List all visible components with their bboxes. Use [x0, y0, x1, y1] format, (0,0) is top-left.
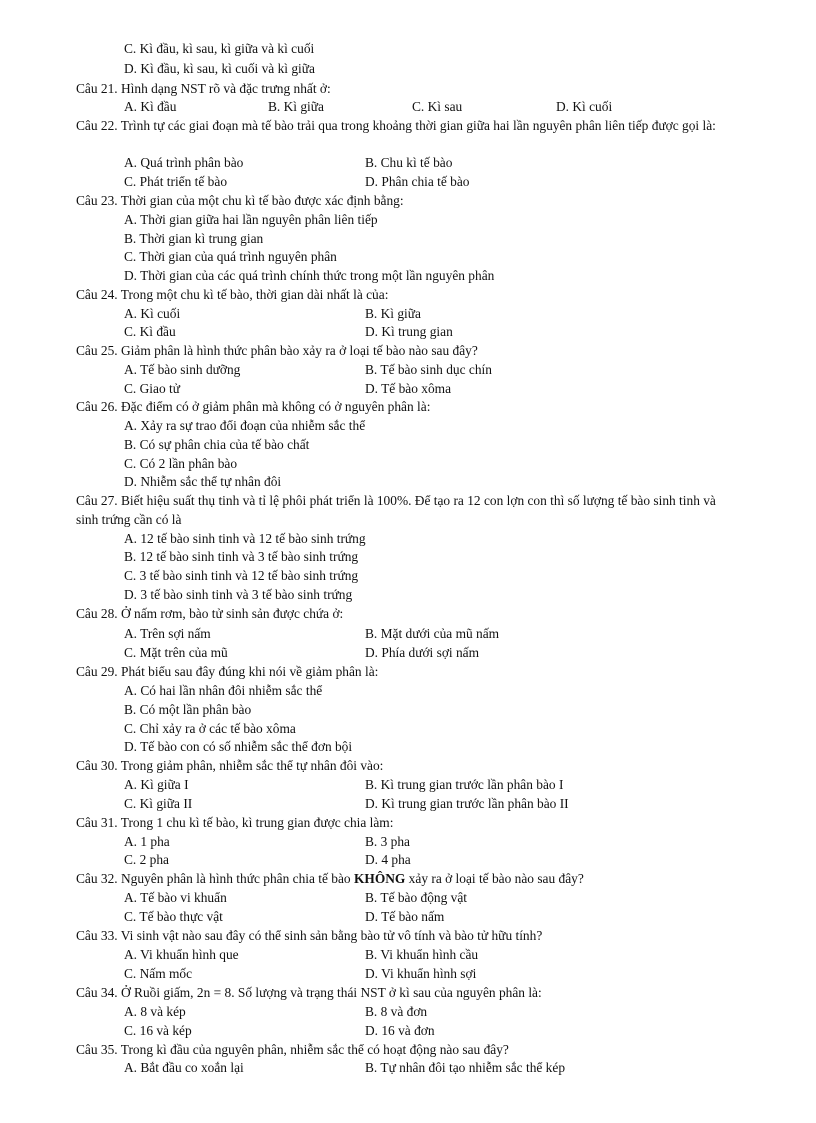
option-a: A. Vi khuẩn hình que — [124, 947, 239, 962]
option-a: A. Trên sợi nấm — [124, 626, 211, 641]
option-c: C. 3 tế bào sinh tinh và 12 tế bào sinh trứng — [124, 568, 359, 583]
option-a: A. Tế bào sinh dưỡng — [124, 362, 241, 377]
option-a: A. Quá trình phân bào — [124, 155, 244, 170]
option-a: A. 12 tế bào sinh tinh và 12 tế bào sinh trứng — [124, 531, 366, 546]
option-b: B. Có sự phân chia của tế bào chất — [124, 437, 310, 452]
question-27: Câu 27. Biết hiệu suất thụ tinh và tỉ lệ phôi phát triển là 100%. Để tạo ra 12 con lợn con thì số lượng tế bào sinh tinh và sinh trứng cần có là — [76, 493, 716, 527]
option-a: A. Bắt đầu co xoắn lại — [124, 1060, 244, 1075]
option-c: C. Chỉ xảy ra ở các tế bào xôma — [124, 721, 296, 736]
option-b: B. Tế bào sinh dục chín — [365, 362, 492, 377]
question-33: Câu 33. Vi sinh vật nào sau đây có thể sinh sản bằng bào tử vô tính và bào tử hữu tính? — [76, 928, 543, 943]
option-a: A. 8 và kép — [124, 1004, 186, 1019]
question-25: Câu 25. Giảm phân là hình thức phân bào xảy ra ở loại tế bào nào sau đây? — [76, 343, 478, 358]
question-text: Câu 32. Nguyên phân là hình thức phân chia tế bào — [76, 871, 354, 886]
question-24: Câu 24. Trong một chu kì tế bào, thời gian dài nhất là của: — [76, 287, 389, 302]
option-a: A. Kì giữa I — [124, 777, 189, 792]
option-text: C. Kì đầu, kì sau, kì giữa và kì cuối — [124, 41, 315, 56]
option-d: D. Thời gian của các quá trình chính thức trong một lần nguyên phân — [124, 268, 495, 283]
option-b: B. Tự nhân đôi tạo nhiễm sắc thể kép — [365, 1060, 566, 1075]
option-b: B. 12 tế bào sinh tinh và 3 tế bào sinh trứng — [124, 549, 359, 564]
option-d: D. Phân chia tế bào — [365, 174, 470, 189]
option-d: D. Kì cuối — [556, 99, 613, 114]
option-d: D. Tế bào xôma — [365, 381, 452, 396]
option-d: D. Vi khuẩn hình sợi — [365, 966, 477, 981]
option-b: B. 3 pha — [365, 834, 411, 849]
question-23: Câu 23. Thời gian của một chu kì tế bào được xác định bằng: — [76, 193, 404, 208]
option-c: C. Phát triển tế bào — [124, 174, 228, 189]
option-c: C. Có 2 lần phân bào — [124, 456, 238, 471]
option-c: C. 2 pha — [124, 852, 170, 867]
option-d: D. 4 pha — [365, 852, 411, 867]
option-a: A. Xảy ra sự trao đổi đoạn của nhiễm sắc thể — [124, 418, 366, 433]
option-b: B. Chu kì tế bào — [365, 155, 453, 170]
option-c: C. Kì sau — [412, 99, 463, 114]
question-28: Câu 28. Ở nấm rơm, bào tử sinh sản được chứa ở: — [76, 606, 344, 621]
option-b: B. Tế bào động vật — [365, 890, 468, 905]
question-34: Câu 34. Ở Ruồi giấm, 2n = 8. Số lượng và trạng thái NST ở kì sau của nguyên phân là: — [76, 985, 542, 1000]
option-c: C. Giao tử — [124, 381, 180, 396]
option-d: D. 16 và đơn — [365, 1023, 435, 1038]
question-21: Câu 21. Hình dạng NST rõ và đặc trưng nhất ở: — [76, 81, 331, 96]
option-c: C. Kì giữa II — [124, 796, 193, 811]
option-d: D. Phía dưới sợi nấm — [365, 645, 480, 660]
option-d: D. Tế bào nấm — [365, 909, 445, 924]
question-22: Câu 22. Trình tự các giai đoạn mà tế bào trải qua trong khoảng thời gian giữa hai lần nguyên phân liên tiếp được gọi là: — [76, 118, 716, 133]
option-c: C. Mặt trên của mũ — [124, 645, 228, 660]
question-text: xảy ra ở loại tế bào nào sau đây? — [405, 871, 584, 886]
option-b: B. Kì giữa — [268, 99, 324, 114]
emphasis-text: KHÔNG — [353, 871, 406, 886]
question-26: Câu 26. Đặc điểm có ở giảm phân mà không có ở nguyên phân là: — [76, 399, 431, 414]
option-a: A. 1 pha — [124, 834, 170, 849]
option-c: C. Thời gian của quá trình nguyên phân — [124, 249, 337, 264]
option-b: B. Vi khuẩn hình cầu — [365, 947, 479, 962]
option-c: C. Nấm mốc — [124, 966, 193, 981]
question-35: Câu 35. Trong kì đầu của nguyên phân, nhiễm sắc thể có hoạt động nào sau đây? — [76, 1042, 509, 1057]
option-c: C. Kì đầu — [124, 324, 176, 339]
option-a: A. Kì cuối — [124, 306, 181, 321]
option-d: D. Kì trung gian — [365, 324, 453, 339]
option-a: A. Thời gian giữa hai lần nguyên phân liên tiếp — [124, 212, 378, 227]
option-b: B. Có một lần phân bào — [124, 702, 252, 717]
option-b: B. Thời gian kì trung gian — [124, 231, 264, 246]
option-c: C. Tế bào thực vật — [124, 909, 223, 924]
option-b: B. 8 và đơn — [365, 1004, 428, 1019]
option-b: B. Mặt dưới của mũ nấm — [365, 626, 500, 641]
option-d: D. 3 tế bào sinh tinh và 3 tế bào sinh trứng — [124, 587, 353, 602]
option-b: B. Kì trung gian trước lần phân bào I — [365, 777, 564, 792]
question-30: Câu 30. Trong giảm phân, nhiễm sắc thể tự nhân đôi vào: — [76, 758, 384, 773]
option-b: B. Kì giữa — [365, 306, 421, 321]
option-a: A. Kì đầu — [124, 99, 177, 114]
option-a: A. Tế bào vi khuẩn — [124, 890, 227, 905]
option-d: D. Nhiễm sắc thể tự nhân đôi — [124, 474, 282, 489]
question-29: Câu 29. Phát biểu sau đây đúng khi nói về giảm phân là: — [76, 664, 379, 679]
question-32 — [76, 870, 584, 888]
option-a: A. Có hai lần nhân đôi nhiễm sắc thể — [124, 683, 323, 698]
option-d: D. Tế bào con có số nhiễm sắc thể đơn bội — [124, 739, 353, 754]
question-31: Câu 31. Trong 1 chu kì tế bào, kì trung gian được chia làm: — [76, 815, 394, 830]
option-c: C. 16 và kép — [124, 1023, 192, 1038]
option-d: D. Kì trung gian trước lần phân bào II — [365, 796, 569, 811]
option-text: D. Kì đầu, kì sau, kì cuối và kì giữa — [124, 61, 315, 76]
